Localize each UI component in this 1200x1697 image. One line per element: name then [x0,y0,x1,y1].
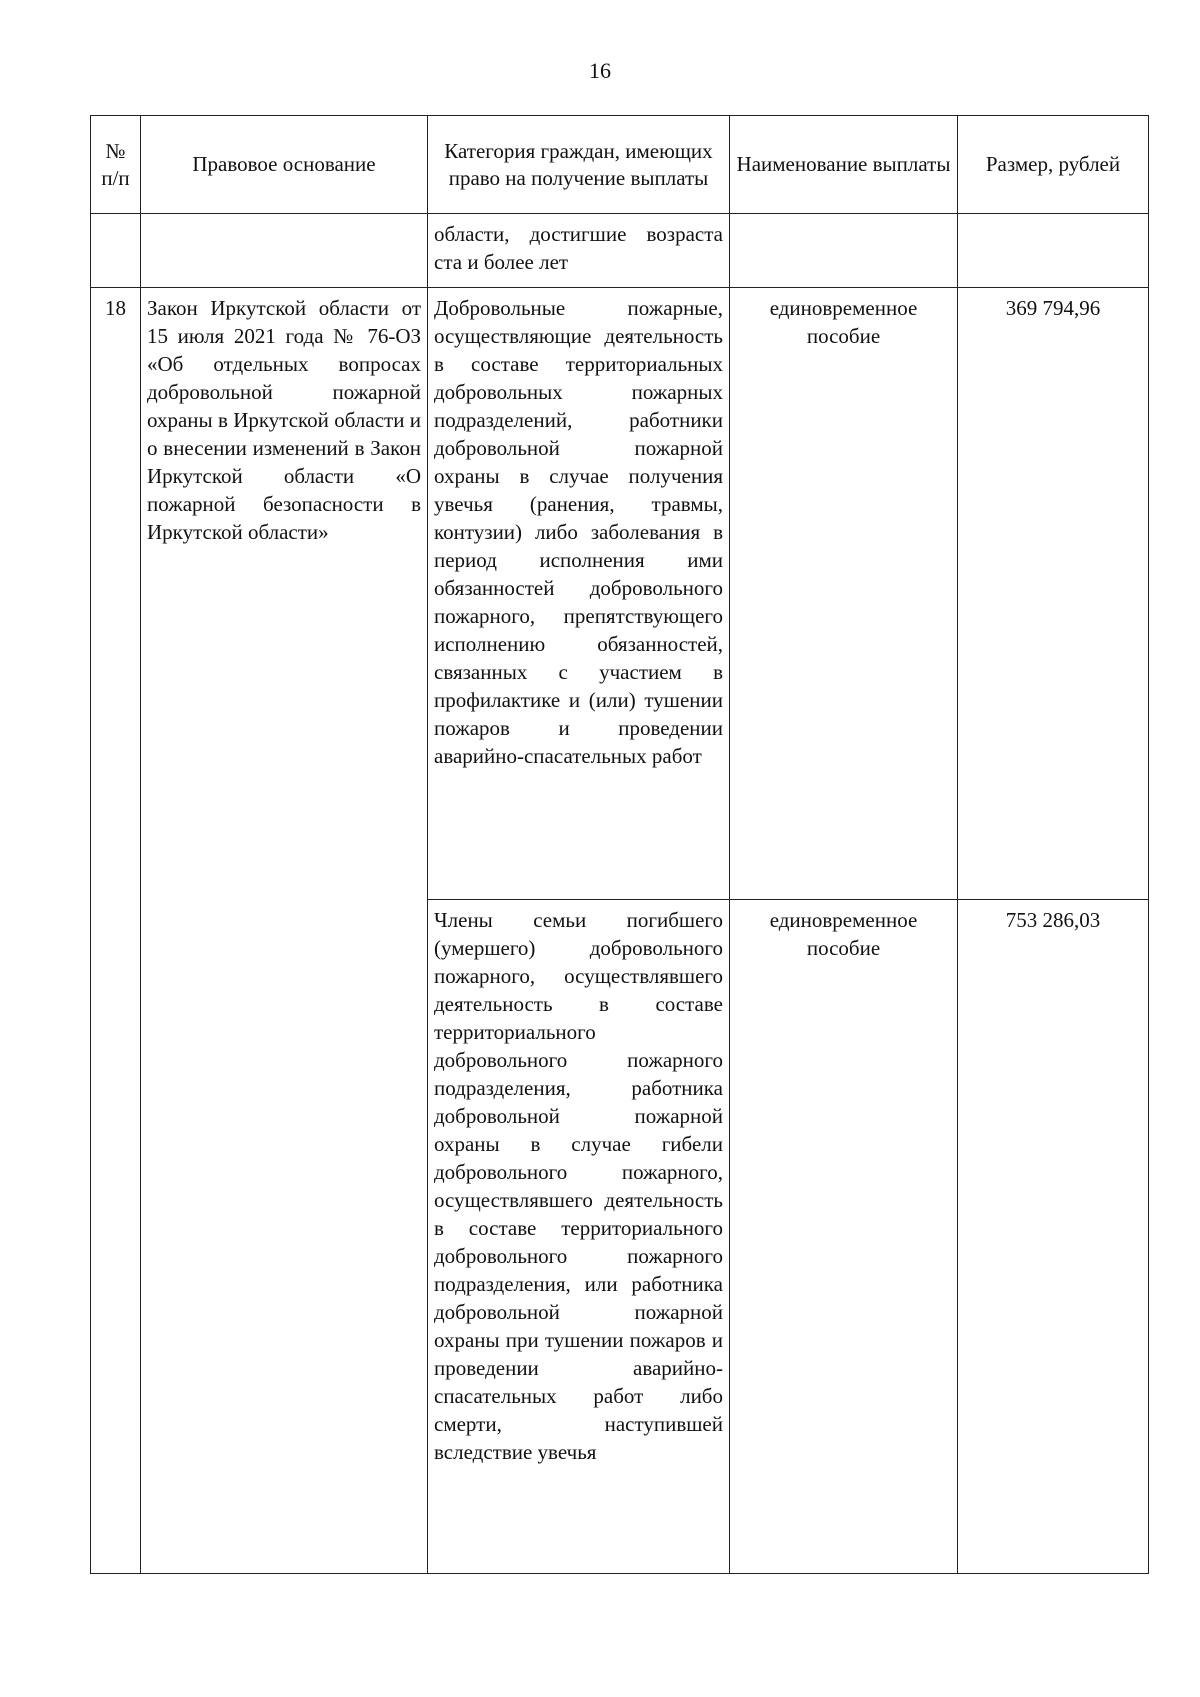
row-size: 753 286,03 [958,900,1149,1574]
table-row [91,214,1149,288]
row-payment-name [730,214,958,288]
row-category: области, достигшие возраста ста и более лет [428,214,730,288]
page-number: 16 [589,58,611,83]
header-payment-name: Наименование выплаты [730,116,958,214]
row-num [91,214,141,288]
header-basis: Правовое основание [141,116,428,214]
header-num: № п/п [91,116,141,214]
row-category: Добровольные пожарные, осуществляющие деятельность в составе территориальных добровольных пожарных подразделений, работники добровольной пожарной охраны в случае получения увечья (ранения, травмы, контузии) либо заболевания в период исполнения ими обязанностей добровольного пожарного, препятствующего исполнению обязанностей, связанных с участием в профилактике и (или) тушении пожаров и проведении аварийно-спасательных работ [428,288,730,900]
row-category: Члены семьи погибшего (умершего) добровольного пожарного, осуществлявшего деятельность в составе территориального добровольного пожарного подразделения, работника добровольной пожарной охраны в случае гибели добровольного пожарного, осуществлявшего деятельность в составе территориального добровольного пожарного подразделения, или работника добровольной пожарной охраны при тушении пожаров и проведении аварийно-спасательных работ либо смерти, наступившей вследствие увечья [428,900,730,1574]
row-num: 18 [91,288,141,1574]
header-category: Категория граждан, имеющих право на получение выплаты [428,116,730,214]
row-basis [141,214,428,288]
table-header-row [91,116,1149,214]
header-size: Размер, рублей [958,116,1149,214]
row-payment-name: единовременное пособие [730,288,958,900]
payments-table [90,115,1149,1574]
row-size [958,214,1149,288]
row-payment-name: единовременное пособие [730,900,958,1574]
row-size: 369 794,96 [958,288,1149,900]
table-row [91,288,1149,900]
row-basis: Закон Иркутской области от 15 июля 2021 года № 76-ОЗ «Об отдельных вопросах добровольной пожарной охраны в Иркутской области и о внесении изменений в Закон Иркутской области «О пожарной безопасности в Иркутской области» [141,288,428,1574]
